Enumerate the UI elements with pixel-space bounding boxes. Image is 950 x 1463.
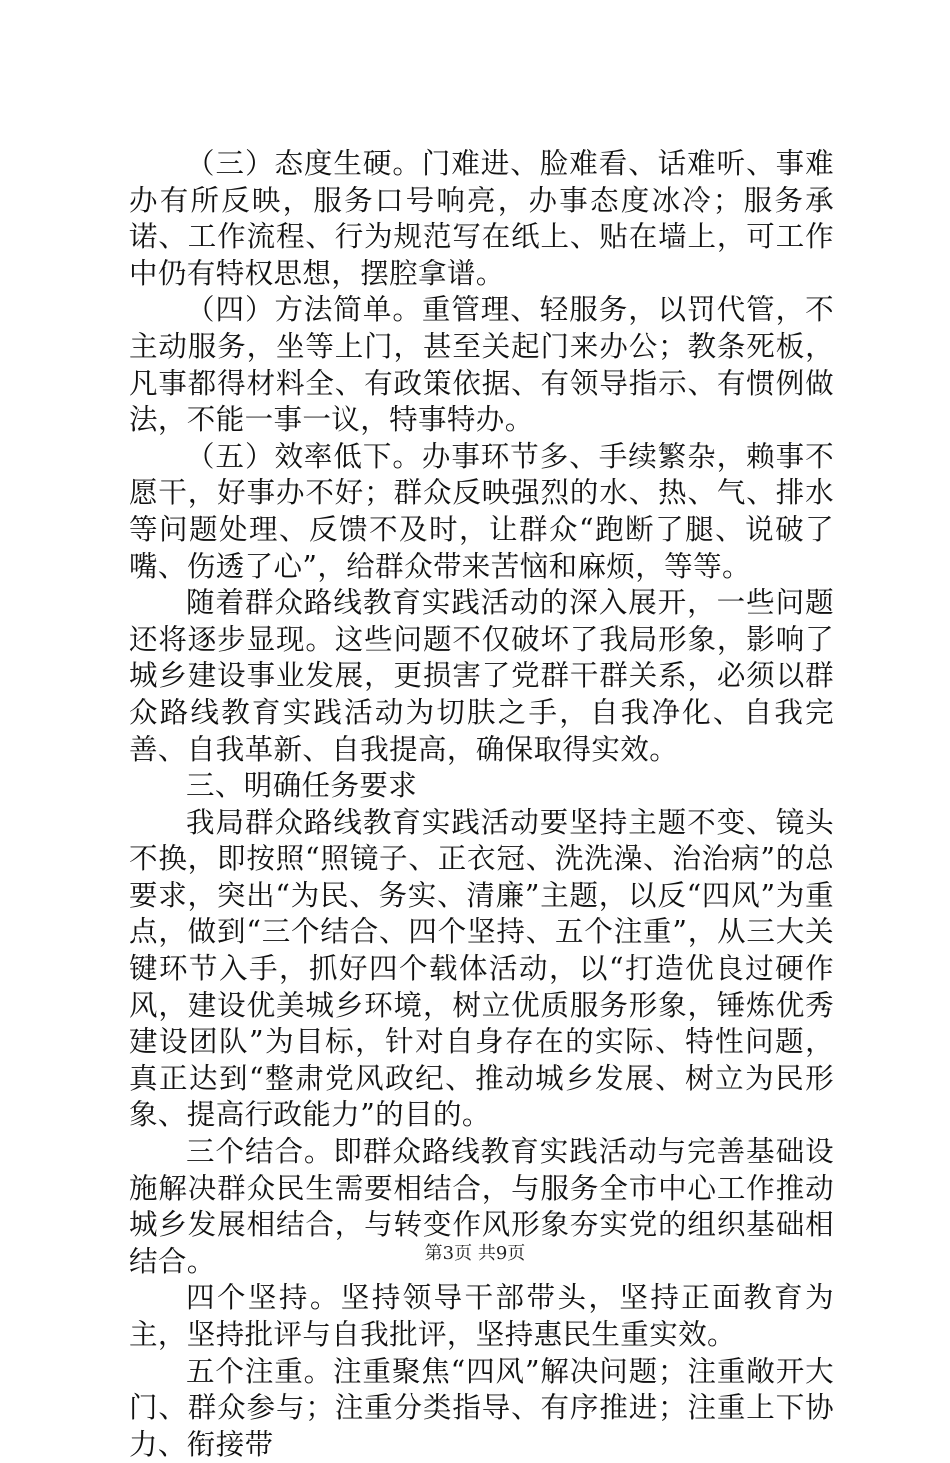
- paragraph-attitude: （三）态度生硬。门难进、脸难看、话难听、事难办有所反映，服务口号响亮，办事态度冰冷；服务承诺、工作流程、行为规范写在纸上、贴在墙上，可工作中仍有特权思想，摆腔拿谱。: [129, 147, 834, 290]
- section-heading: 三、明确任务要求: [186, 769, 418, 803]
- paragraph-requirements: 我局群众路线教育实践活动要坚持主题不变、镜头不换，即按照“照镜子、正衣冠、洗洗澡、治治病”的总要求，突出“为民、务实、清廉”主题，以反“四风”为重点，做到“三个结合、四个坚持、五个注重”，从三大关键环节入手，抓好四个载体活动，以“打造优良过硬作风，建设优美城乡环境，树立优质服务形象，锤炼优秀建设团队”为目标，针对自身存在的实际、特性问题，真正达到“整肃党风政纪、推动城乡发展、树立为民形象、提高行政能力”的目的。: [129, 805, 834, 1132]
- paragraph-method: （四）方法简单。重管理、轻服务，以罚代管，不主动服务，坐等上门，甚至关起门来办公；教条死板，凡事都得材料全、有政策依据、有领导指示、有惯例做法，不能一事一议，特事特办。: [129, 293, 834, 437]
- paragraph-efficiency: （五）效率低下。办事环节多、手续繁杂，赖事不愿干，好事办不好；群众反映强烈的水、热、气、排水等问题处理、反馈不及时，让群众“跑断了腿、说破了嘴、伤透了心”，给群众带来苦恼和麻烦，等等。: [129, 439, 834, 583]
- document-body: [129, 146, 834, 1463]
- paragraph-three-combinations: 三个结合。即群众路线教育实践活动与完善基础设施解决群众民生需要相结合，与服务全市中心工作推动城乡发展相结合，与转变作风形象夯实党的组织基础相结合。: [129, 1135, 834, 1278]
- paragraph-five-focuses: 五个注重。注重聚焦“四风”解决问题；注重敞开大门、群众参与；注重分类指导、有序推进；注重上下协力、衔接带: [129, 1354, 834, 1461]
- page-number-footer: 第3页 共9页: [424, 1243, 526, 1264]
- paragraph-development: 随着群众路线教育实践活动的深入展开，一些问题还将逐步显现。这些问题不仅破坏了我局形象，影响了城乡建设事业发展，更损害了党群干群关系，必须以群众路线教育实践活动为切肤之手，自我净化、自我完善、自我革新、自我提高，确保取得实效。: [129, 586, 834, 766]
- paragraph-four-persistences: 四个坚持。坚持领导干部带头，坚持正面教育为主，坚持批评与自我批评，坚持惠民生重实效。: [129, 1281, 834, 1351]
